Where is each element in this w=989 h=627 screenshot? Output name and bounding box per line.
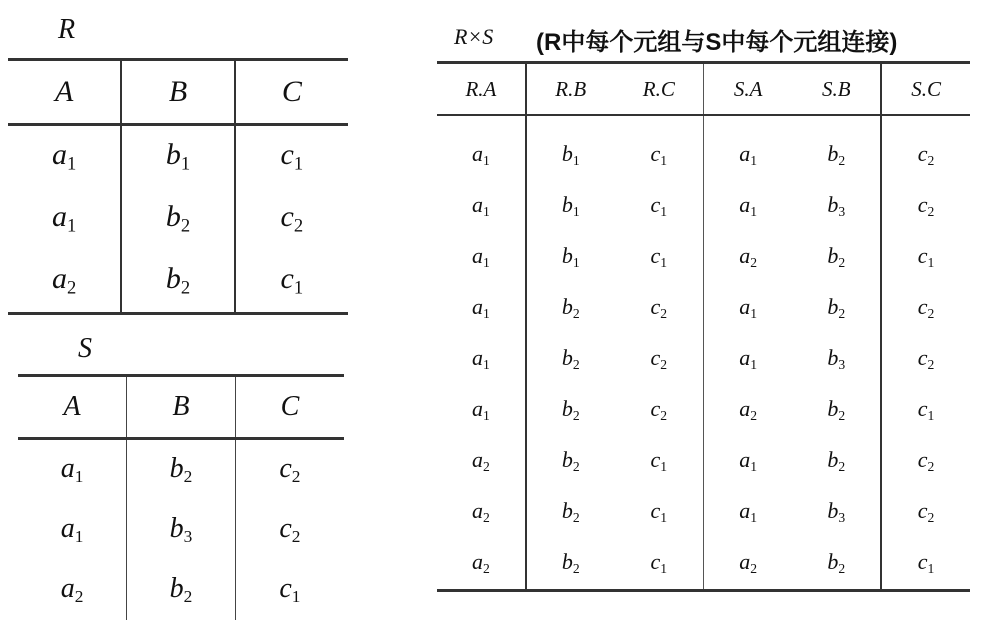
cell-subscript: 2: [572, 459, 580, 475]
column-header: B: [121, 60, 234, 125]
table-cell: [235, 439, 344, 501]
cell-symbol: a: [739, 141, 751, 167]
cartesian-product-table: [437, 61, 970, 592]
cell-symbol: b: [165, 138, 181, 172]
cell-symbol: a: [52, 262, 68, 296]
cell-subscript: 3: [838, 510, 846, 526]
cell-subscript: 2: [291, 527, 301, 547]
cell-subscript: 1: [293, 277, 304, 299]
table-cell: [615, 334, 704, 385]
cell-symbol: a: [472, 396, 483, 422]
cell-subscript: 2: [750, 561, 758, 577]
cell-subscript: 2: [838, 255, 846, 271]
cell-symbol: a: [472, 447, 483, 473]
cell-symbol: a: [472, 345, 483, 371]
cell-symbol: b: [165, 200, 181, 234]
cell-subscript: 2: [750, 408, 758, 424]
column-header: R.B: [526, 63, 615, 116]
table-cell: [703, 181, 792, 232]
cell-symbol: b: [827, 396, 839, 422]
table-row: [18, 439, 344, 501]
cell-symbol: c: [650, 294, 661, 320]
table-cell: [881, 283, 970, 334]
cell-symbol: c: [917, 396, 928, 422]
table-row: [8, 188, 348, 250]
table-cell: [526, 115, 615, 181]
table-cell: [881, 232, 970, 283]
cell-symbol: b: [561, 498, 573, 524]
cell-subscript: 1: [483, 153, 490, 169]
table-row: [437, 115, 970, 181]
cell-subscript: 2: [74, 587, 84, 607]
cell-symbol: a: [60, 512, 75, 544]
cell-subscript: 1: [750, 306, 758, 322]
cell-symbol: a: [472, 498, 483, 524]
table-cell: [881, 436, 970, 487]
table-cell: [121, 250, 234, 314]
table-cell: [121, 125, 234, 189]
cell-subscript: 2: [838, 153, 846, 169]
relation-s-label: S: [78, 333, 92, 364]
table-cell: [526, 334, 615, 385]
cell-subscript: 3: [183, 527, 193, 547]
cell-subscript: 2: [572, 561, 580, 577]
relation-r-label: R: [58, 14, 76, 45]
table-cell: [615, 283, 704, 334]
product-label: R×S: [454, 24, 494, 49]
table-cell: [615, 436, 704, 487]
cell-subscript: 2: [291, 467, 301, 487]
cell-symbol: b: [561, 447, 573, 473]
table-cell: [18, 439, 127, 501]
product-caption: (R中每个元组与S中每个元组连接): [536, 29, 898, 56]
table-cell: [881, 115, 970, 181]
cell-subscript: 2: [572, 510, 580, 526]
cell-subscript: 1: [660, 510, 668, 526]
cell-symbol: b: [827, 294, 839, 320]
cell-subscript: 1: [927, 561, 935, 577]
cell-subscript: 1: [483, 357, 490, 373]
cell-symbol: a: [739, 294, 751, 320]
cell-subscript: 1: [660, 255, 668, 271]
column-header: A: [55, 75, 74, 108]
cell-subscript: 2: [572, 408, 580, 424]
cell-subscript: 1: [291, 587, 301, 607]
cell-symbol: c: [917, 243, 928, 269]
cell-subscript: 2: [180, 215, 191, 237]
table-row: [437, 436, 970, 487]
table-cell: [8, 250, 121, 314]
cell-subscript: 1: [67, 153, 77, 175]
table-cell: [127, 500, 236, 560]
table-cell: [526, 232, 615, 283]
cell-symbol: a: [472, 192, 483, 218]
cell-symbol: b: [561, 141, 573, 167]
cell-symbol: b: [827, 447, 839, 473]
table-row: [8, 250, 348, 314]
table-cell: [703, 385, 792, 436]
table-cell: [703, 487, 792, 538]
cell-symbol: a: [739, 192, 751, 218]
cell-symbol: b: [827, 498, 839, 524]
cell-subscript: 2: [483, 510, 490, 526]
cell-subscript: 1: [67, 215, 77, 237]
cell-subscript: 1: [750, 204, 758, 220]
table-cell: [792, 283, 881, 334]
cell-symbol: c: [917, 141, 928, 167]
table-cell: [615, 538, 704, 591]
table-row: [437, 283, 970, 334]
cell-subscript: 1: [660, 561, 668, 577]
cell-symbol: b: [827, 345, 839, 371]
cell-symbol: b: [169, 572, 184, 604]
cell-subscript: 2: [927, 153, 935, 169]
cell-symbol: a: [739, 345, 751, 371]
relation-s-table: [18, 374, 344, 620]
cell-subscript: 2: [660, 357, 668, 373]
cell-symbol: b: [561, 549, 573, 575]
cell-subscript: 1: [483, 408, 490, 424]
cell-subscript: 2: [67, 277, 77, 299]
cell-subscript: 3: [838, 357, 846, 373]
cell-symbol: b: [827, 141, 839, 167]
column-header: S.A: [703, 63, 792, 116]
cell-subscript: 1: [74, 467, 84, 487]
table-cell: [437, 436, 526, 487]
table-cell: [437, 232, 526, 283]
cell-subscript: 2: [927, 204, 935, 220]
table-row: [437, 487, 970, 538]
column-header: S.C: [881, 63, 970, 116]
cell-subscript: 2: [927, 306, 935, 322]
table-row: [437, 385, 970, 436]
cell-symbol: b: [561, 345, 573, 371]
table-cell: [703, 538, 792, 591]
cell-symbol: a: [739, 396, 751, 422]
cell-symbol: c: [650, 192, 661, 218]
cell-symbol: c: [650, 447, 661, 473]
cell-subscript: 1: [750, 153, 758, 169]
table-cell: [121, 188, 234, 250]
table-row: [8, 125, 348, 189]
table-cell: [8, 188, 121, 250]
cell-symbol: c: [279, 512, 292, 544]
cell-symbol: c: [650, 141, 661, 167]
cell-symbol: a: [52, 138, 68, 172]
table-cell: [437, 385, 526, 436]
cell-subscript: 2: [927, 510, 935, 526]
table-cell: [881, 385, 970, 436]
table-cell: [703, 115, 792, 181]
table-cell: [18, 560, 127, 620]
cell-subscript: 2: [838, 306, 846, 322]
cell-symbol: c: [917, 192, 928, 218]
cell-subscript: 2: [927, 459, 935, 475]
table-cell: [615, 181, 704, 232]
cell-symbol: b: [561, 294, 573, 320]
table-cell: [235, 500, 344, 560]
cell-subscript: 2: [838, 459, 846, 475]
table-cell: [703, 232, 792, 283]
table-cell: [526, 436, 615, 487]
table-cell: [792, 232, 881, 283]
cell-subscript: 1: [74, 527, 84, 547]
cell-symbol: b: [561, 396, 573, 422]
cell-symbol: a: [472, 549, 483, 575]
cell-symbol: b: [827, 243, 839, 269]
cell-symbol: b: [561, 243, 573, 269]
column-header: B: [127, 376, 236, 439]
table-cell: [437, 283, 526, 334]
cell-symbol: c: [279, 452, 292, 484]
cell-symbol: c: [650, 549, 661, 575]
cell-symbol: c: [917, 498, 928, 524]
cell-subscript: 2: [838, 561, 846, 577]
table-cell: [235, 125, 348, 189]
cell-symbol: c: [280, 200, 294, 234]
cell-symbol: a: [472, 141, 483, 167]
column-header: R.C: [642, 76, 675, 101]
cell-symbol: b: [169, 512, 184, 544]
cell-subscript: 1: [572, 255, 580, 271]
cell-symbol: b: [561, 192, 573, 218]
table-cell: [615, 385, 704, 436]
table-cell: [437, 181, 526, 232]
column-header: C: [235, 60, 348, 125]
cell-subscript: 2: [293, 215, 304, 237]
cell-symbol: c: [280, 138, 294, 172]
cell-symbol: a: [739, 243, 751, 269]
cell-subscript: 2: [927, 357, 935, 373]
cell-symbol: c: [279, 572, 292, 604]
cell-subscript: 2: [183, 587, 193, 607]
cell-subscript: 2: [660, 306, 668, 322]
table-cell: [792, 181, 881, 232]
table-cell: [792, 385, 881, 436]
table-cell: [526, 181, 615, 232]
table-cell: [703, 283, 792, 334]
table-cell: [127, 560, 236, 620]
table-cell: [235, 560, 344, 620]
table-cell: [881, 181, 970, 232]
table-row: [437, 181, 970, 232]
cell-symbol: b: [165, 262, 181, 296]
table-row: [437, 538, 970, 591]
cell-symbol: a: [60, 452, 75, 484]
table-cell: [437, 334, 526, 385]
cell-subscript: 2: [183, 467, 193, 487]
cell-subscript: 1: [660, 459, 668, 475]
cell-subscript: 1: [180, 153, 191, 175]
cell-symbol: c: [917, 294, 928, 320]
cell-symbol: a: [52, 200, 68, 234]
cell-subscript: 2: [660, 408, 668, 424]
cell-symbol: c: [650, 498, 661, 524]
table-cell: [437, 538, 526, 591]
table-cell: [526, 385, 615, 436]
table-header-row: [437, 63, 970, 116]
table-cell: [437, 487, 526, 538]
cell-symbol: c: [280, 262, 294, 296]
table-cell: [792, 436, 881, 487]
cell-subscript: 1: [293, 153, 304, 175]
cell-symbol: b: [827, 549, 839, 575]
cell-subscript: 2: [750, 255, 758, 271]
cell-subscript: 1: [750, 357, 758, 373]
relation-r-table: [8, 58, 348, 315]
table-cell: [792, 487, 881, 538]
cell-symbol: c: [650, 345, 661, 371]
cell-subscript: 2: [483, 561, 490, 577]
cell-symbol: c: [650, 396, 661, 422]
table-cell: [792, 538, 881, 591]
table-row: [437, 334, 970, 385]
cell-symbol: a: [472, 243, 483, 269]
cell-symbol: a: [739, 447, 751, 473]
table-cell: [437, 115, 526, 181]
cell-subscript: 2: [838, 408, 846, 424]
cell-symbol: c: [917, 549, 928, 575]
cell-subscript: 2: [483, 459, 490, 475]
table-cell: [703, 436, 792, 487]
cell-symbol: c: [917, 345, 928, 371]
cell-subscript: 1: [483, 255, 490, 271]
table-row: [18, 500, 344, 560]
table-cell: [881, 487, 970, 538]
table-row: [18, 560, 344, 620]
table-cell: [235, 250, 348, 314]
cell-subscript: 1: [483, 306, 490, 322]
cell-subscript: 2: [180, 277, 191, 299]
table-cell: [8, 125, 121, 189]
cell-subscript: 1: [572, 153, 580, 169]
cell-symbol: a: [472, 294, 483, 320]
cell-symbol: b: [169, 452, 184, 484]
column-header: C: [235, 376, 344, 439]
column-header: A: [63, 391, 81, 422]
table-cell: [615, 232, 704, 283]
table-cell: [18, 500, 127, 560]
column-header: S.B: [821, 76, 851, 101]
column-header: R.A: [465, 76, 497, 101]
cell-subscript: 1: [572, 204, 580, 220]
cell-symbol: a: [739, 498, 751, 524]
cell-symbol: b: [827, 192, 839, 218]
table-cell: [703, 334, 792, 385]
table-header-row: [18, 376, 344, 439]
cell-subscript: 1: [660, 204, 668, 220]
table-cell: [615, 115, 704, 181]
cell-subscript: 3: [838, 204, 846, 220]
table-cell: [881, 538, 970, 591]
table-cell: [792, 115, 881, 181]
cell-symbol: c: [650, 243, 661, 269]
table-row: [437, 232, 970, 283]
cell-subscript: 1: [750, 459, 758, 475]
table-cell: [526, 283, 615, 334]
table-cell: [127, 439, 236, 501]
table-header-row: [8, 60, 348, 125]
table-cell: [615, 487, 704, 538]
cell-symbol: a: [60, 572, 75, 604]
table-cell: [526, 487, 615, 538]
cell-subscript: 2: [572, 357, 580, 373]
cell-subscript: 1: [927, 408, 935, 424]
cell-subscript: 2: [572, 306, 580, 322]
cell-subscript: 1: [927, 255, 935, 271]
cell-subscript: 1: [660, 153, 668, 169]
cell-subscript: 1: [750, 510, 758, 526]
cell-symbol: a: [739, 549, 751, 575]
table-cell: [792, 334, 881, 385]
table-cell: [526, 538, 615, 591]
cell-subscript: 1: [483, 204, 490, 220]
table-cell: [235, 188, 348, 250]
cell-symbol: c: [917, 447, 928, 473]
table-cell: [881, 334, 970, 385]
